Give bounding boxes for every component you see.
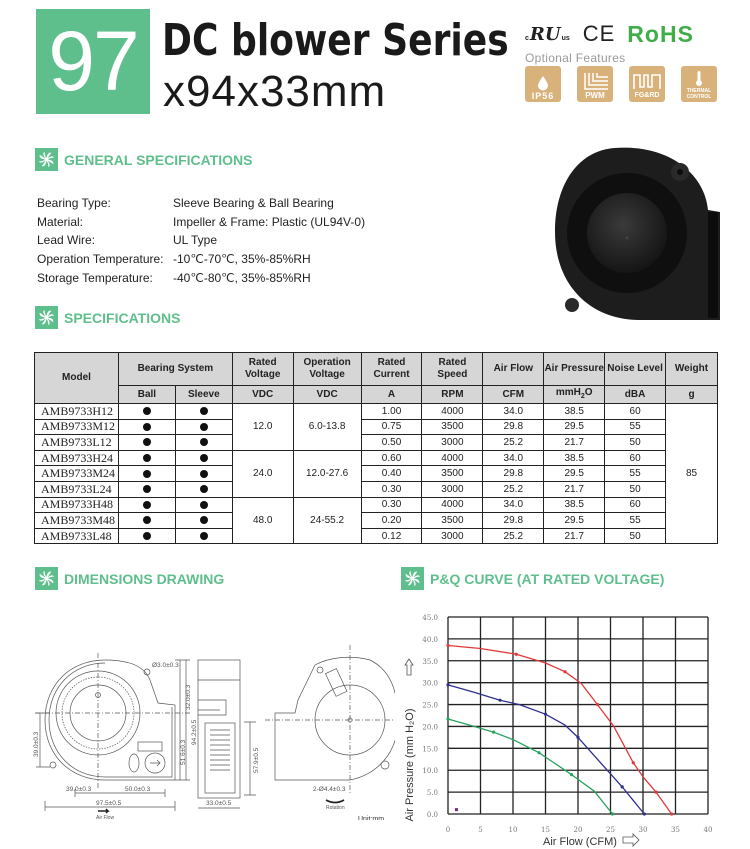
pwm-lines-icon [582,73,608,91]
fan-icon [401,567,424,590]
unit-rated-voltage: VDC [232,386,293,404]
table-row: AMB9733M12 0.75 3500 29.8 29.5 55 [35,419,718,435]
col-sleeve: Sleeve [175,386,232,404]
table-unit-row [35,386,718,404]
col-bearing-system: Bearing System [118,353,232,386]
col-rated-voltage: Rated Voltage [232,353,293,386]
bullet-icon [143,470,151,478]
section-title: SPECIFICATIONS [64,309,181,326]
section-pq-curve [401,567,664,590]
svg-text:35: 35 [671,826,680,834]
weight-value: 85 [666,404,718,544]
section-title: P&Q CURVE (AT RATED VOLTAGE) [430,570,665,587]
section-specifications [35,306,180,329]
spec-row-lead-wire: Lead Wire: UL Type [37,233,218,248]
svg-text:30: 30 [638,826,648,834]
svg-text:15.0: 15.0 [422,745,438,754]
bullet-icon [200,516,208,524]
product-photo [520,120,730,330]
bullet-icon [200,407,208,415]
svg-text:15: 15 [541,826,550,834]
col-rated-speed: Rated Speed [422,353,483,386]
svg-text:0: 0 [445,826,451,834]
svg-text:35.0: 35.0 [422,657,438,666]
fan-icon [35,148,58,171]
bullet-icon [143,454,151,462]
col-ball: Ball [118,386,175,404]
col-rated-current: Rated Current [361,353,422,386]
square-wave-icon [633,73,661,91]
bullet-icon [200,485,208,493]
bullet-icon [143,423,151,431]
svg-text:20.0: 20.0 [422,723,438,732]
section-dimensions-drawing [35,567,224,590]
table-row: AMB9733L24 0.30 3000 25.2 21.7 50 [35,481,718,497]
svg-text:33.0±0.5: 33.0±0.5 [206,800,232,807]
up-arrow-icon [405,659,413,675]
right-arrow-icon [623,834,639,846]
feature-fg-rd: FG&RD [629,66,665,102]
unit-air-pressure: mmH$_2$O [544,386,605,404]
table-row: AMB9733H24 24.0 12.0-27.6 0.60 4000 34.0 38.5 60 [35,450,718,466]
svg-text:39.0±0.3: 39.0±0.3 [33,731,40,757]
svg-text:2-Ø4.4±0.3: 2-Ø4.4±0.3 [313,786,346,793]
svg-text:30.0: 30.0 [422,679,438,688]
general-specs-list [37,194,365,287]
fan-icon [35,567,58,590]
feature-ip56: IP56 [525,66,561,102]
svg-text:97.5±0.5: 97.5±0.5 [96,800,122,807]
bullet-icon [143,501,151,509]
spec-row-material: Material: Impeller & Frame: Plastic (UL94V-0) [37,214,366,229]
unit-rated-speed: RPM [422,386,483,404]
bullet-icon [200,454,208,462]
optional-features-label: Optional Features [525,51,626,65]
air-flow-arrow-icon [98,809,108,813]
bullet-icon [143,438,151,446]
bullet-icon [200,423,208,431]
thermometer-icon [694,71,704,87]
dimensions-drawing [30,625,395,820]
unit-air-flow: CFM [483,386,544,404]
svg-text:50.0±0.3: 50.0±0.3 [125,786,151,793]
table-row: AMB9733L48 0.12 3000 25.2 21.7 50 [35,528,718,544]
spec-row-storage-temperature: Storage Temperature: -40℃-80℃, 35%-85%RH [37,270,311,285]
col-model: Model [35,353,119,404]
rohs-mark: RoHS [627,20,694,47]
feature-pwm: PWM [577,66,613,102]
col-air-pressure: Air Pressure [544,353,605,386]
bullet-icon [143,516,151,524]
col-operation-voltage: Operation Voltage [293,353,361,386]
section-title: GENERAL SPECIFICATIONS [64,151,253,168]
svg-text:39.0±0.3: 39.0±0.3 [66,786,92,793]
table-row: AMB9733L12 0.50 3000 25.2 21.7 50 [35,435,718,451]
table-row: AMB9733H48 48.0 24-55.2 0.30 4000 34.0 38.5 60 [35,497,718,513]
series-title: DC blower Series [162,15,509,66]
pq-curve-chart [395,605,735,849]
col-noise-level: Noise Level [605,353,666,386]
spec-row-operation-temperature: Operation Temperature: -10℃-70℃, 35%-85%RH [37,252,311,267]
svg-text:Air Flow: Air Flow [96,815,115,820]
certifications [524,20,694,48]
svg-text:25.0: 25.0 [422,701,438,710]
svg-text:94.2±0.5: 94.2±0.5 [191,719,198,745]
water-drop-icon [536,75,550,91]
bullet-icon [143,532,151,540]
fan-icon [35,306,58,329]
svg-text:Rotation: Rotation [326,805,345,811]
table-row: AMB9733M24 0.40 3500 29.8 29.5 55 [35,466,718,482]
x-axis-label: Air Flow (CFM) [543,836,617,848]
col-air-flow: Air Flow [483,353,544,386]
ul-mark-icon: c RU us [525,23,570,45]
svg-text:45.0: 45.0 [422,614,438,622]
chart-grid [448,617,708,814]
size-badge: 97 [36,9,150,114]
bullet-icon [200,501,208,509]
svg-text:40.0: 40.0 [422,635,438,644]
bullet-icon [143,485,151,493]
ce-mark-icon: CE [582,21,616,46]
svg-text:10: 10 [508,826,518,834]
svg-text:51.6±0.3: 51.6±0.3 [180,739,187,765]
section-title: DIMENSIONS DRAWING [64,570,225,587]
unit-rated-current: A [361,386,422,404]
svg-text:0.0: 0.0 [426,811,438,819]
col-weight: Weight [666,353,718,386]
svg-text:20: 20 [573,826,583,834]
svg-text:32.0±0.3: 32.0±0.3 [185,684,192,710]
svg-text:5: 5 [478,826,483,834]
unit-weight: g [666,386,718,404]
svg-text:5.0: 5.0 [426,789,438,798]
series-dimensions: x94x33mm [163,67,387,116]
table-row: AMB9733H12 12.0 6.0-13.8 1.00 4000 34.0 38.5 60 85 [35,404,718,420]
svg-text:57.9±0.5: 57.9±0.5 [253,747,260,773]
rotation-arrow-icon [326,800,344,803]
svg-text:10.0: 10.0 [422,767,438,776]
bullet-icon [200,532,208,540]
unit-operation-voltage: VDC [293,386,361,404]
table-row: AMB9733M48 0.20 3500 29.8 29.5 55 [35,513,718,529]
section-general-specifications [35,148,253,171]
svg-text:40: 40 [703,826,713,834]
svg-text:Ø3.0±0.3: Ø3.0±0.3 [152,662,179,669]
bullet-icon [200,438,208,446]
y-axis-label: Air Pressure (mm H₂O) [404,708,416,822]
y-axis-ticks [422,614,438,819]
specifications-table [34,352,718,544]
unit-noise-level: dBA [605,386,666,404]
feature-thermal-control: THERMAL CONTROL [681,66,717,102]
table-header-row [35,353,718,386]
svg-text:Unit:mm: Unit:mm [358,816,385,820]
spec-row-bearing-type: Bearing Type: Sleeve Bearing & Ball Bearing [37,196,334,210]
bullet-icon [200,470,208,478]
x-axis-ticks [446,826,713,834]
svg-text:25: 25 [606,826,615,834]
bullet-icon [143,407,151,415]
